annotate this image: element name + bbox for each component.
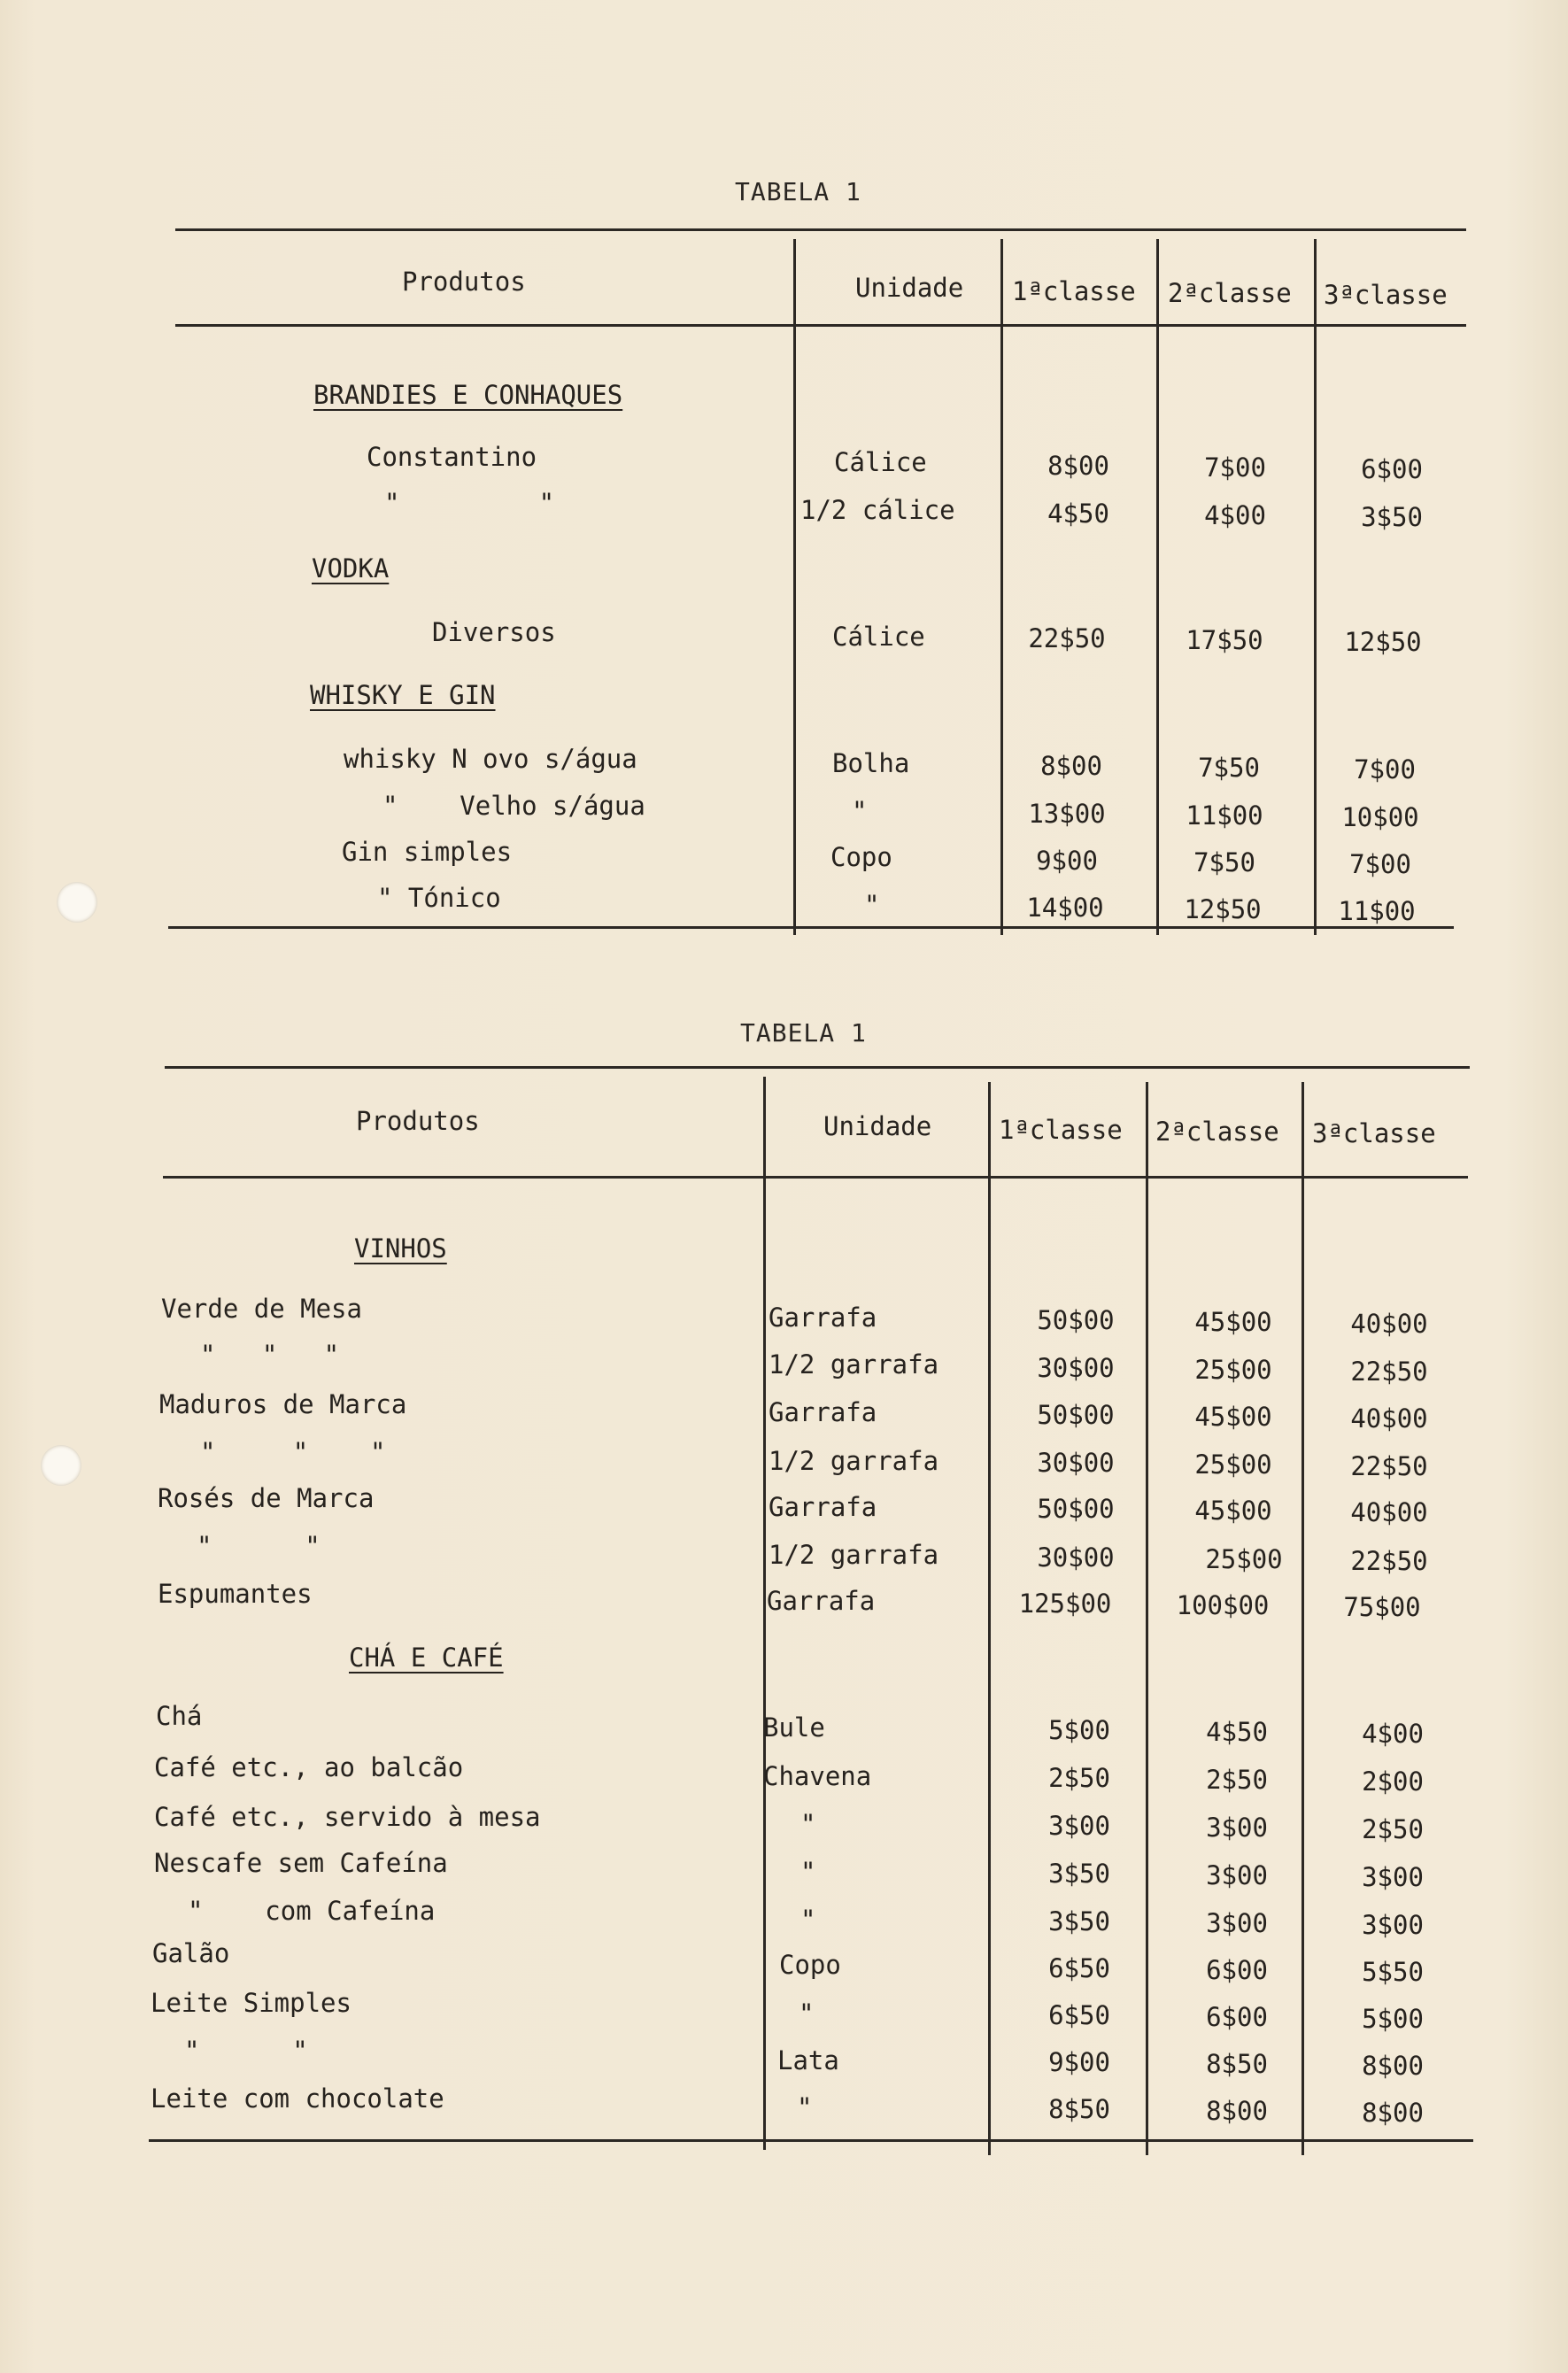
price-class-1: 3$50 [1048, 1859, 1110, 1889]
product-name: Galão [152, 1938, 230, 1968]
price-class-1: 13$00 [1028, 799, 1106, 829]
price-class-2: 25$00 [1205, 1544, 1283, 1574]
price-class-1: 3$50 [1048, 1906, 1110, 1936]
unit-cell: Copo [830, 842, 892, 872]
unit-cell: Lata [777, 2045, 839, 2075]
price-class-1: 9$00 [1048, 2047, 1110, 2077]
price-class-2: 3$00 [1206, 1813, 1268, 1843]
product-name: Chá [156, 1701, 203, 1731]
price-class-2: 45$00 [1194, 1496, 1272, 1526]
product-name: Constantino [367, 442, 537, 472]
price-class-2: 2$50 [1206, 1765, 1268, 1795]
price-class-1: 8$00 [1047, 451, 1109, 481]
unit-cell: " [864, 890, 880, 920]
unit-cell: Cálice [834, 447, 927, 477]
product-name: Gin simples [342, 837, 513, 867]
price-class-2: 25$00 [1194, 1449, 1272, 1480]
price-class-3: 3$00 [1362, 1910, 1424, 1940]
unit-cell: " [797, 2092, 813, 2122]
price-class-3: 7$00 [1354, 754, 1416, 785]
section-heading: BRANDIES E CONHAQUES [313, 380, 623, 410]
price-class-2: 7$50 [1193, 847, 1255, 877]
price-class-3: 5$00 [1362, 2004, 1424, 2034]
price-class-1: 30$00 [1037, 1542, 1115, 1573]
product-name: " Tónico [377, 883, 501, 913]
price-class-2: 25$00 [1194, 1355, 1272, 1385]
product-name: " " " [200, 1437, 386, 1467]
unit-cell: Garrafa [767, 1586, 876, 1616]
column-header-unit: Unidade [823, 1111, 932, 1141]
price-class-2: 11$00 [1186, 800, 1263, 831]
price-class-2: 45$00 [1194, 1402, 1272, 1432]
price-class-3: 8$00 [1362, 2098, 1424, 2128]
punch-hole [41, 1445, 81, 1486]
price-class-3: 2$00 [1362, 1766, 1424, 1797]
price-class-3: 3$00 [1362, 1862, 1424, 1892]
product-name: " " [184, 2036, 308, 2066]
price-class-3: 10$00 [1341, 802, 1419, 832]
price-class-1: 8$50 [1048, 2094, 1110, 2124]
price-class-1: 50$00 [1037, 1400, 1115, 1430]
price-class-2: 6$00 [1206, 2002, 1268, 2032]
unit-cell: " [800, 1905, 816, 1935]
price-class-3: 22$50 [1350, 1546, 1428, 1576]
table-title: TABELA 1 [740, 1018, 867, 1047]
column-header-product: Produtos [402, 267, 526, 297]
product-name: Rosés de Marca [158, 1483, 375, 1513]
price-class-1: 30$00 [1037, 1448, 1115, 1478]
product-name: " " [384, 488, 555, 518]
product-name: Diversos [432, 617, 556, 647]
product-name: Nescafe sem Cafeína [154, 1848, 448, 1878]
price-class-2: 7$00 [1204, 452, 1266, 483]
price-class-1: 22$50 [1028, 623, 1106, 653]
column-header-class-1: 1ªclasse [1012, 276, 1136, 306]
column-header-unit: Unidade [855, 273, 964, 303]
product-name: Verde de Mesa [161, 1294, 362, 1324]
price-class-3: 40$00 [1350, 1497, 1428, 1527]
price-class-1: 2$50 [1048, 1763, 1110, 1793]
price-class-3: 75$00 [1343, 1592, 1421, 1622]
section-heading: WHISKY E GIN [310, 680, 496, 710]
unit-cell: Bule [763, 1712, 825, 1743]
product-name: " Velho s/água [382, 791, 645, 821]
column-header-class-2: 2ªclasse [1155, 1117, 1279, 1147]
price-class-1: 3$00 [1048, 1811, 1110, 1841]
price-class-1: 30$00 [1037, 1353, 1115, 1383]
price-class-1: 6$50 [1048, 2000, 1110, 2030]
price-class-1: 8$00 [1040, 751, 1102, 781]
product-name: " " [197, 1531, 321, 1561]
price-class-1: 50$00 [1037, 1494, 1115, 1524]
price-class-2: 4$00 [1204, 500, 1266, 530]
price-class-1: 4$50 [1047, 499, 1109, 529]
unit-cell: " [800, 1857, 816, 1887]
unit-cell: " [799, 1998, 815, 2029]
price-class-3: 6$00 [1361, 454, 1423, 484]
unit-cell: Copo [779, 1950, 841, 1980]
price-class-2: 8$00 [1206, 2096, 1268, 2126]
column-header-class-2: 2ªclasse [1168, 278, 1292, 308]
unit-cell: Chavena [763, 1761, 872, 1791]
product-name: Café etc., ao balcão [154, 1752, 464, 1782]
price-class-3: 8$00 [1362, 2051, 1424, 2081]
unit-cell: 1/2 cálice [800, 495, 955, 525]
unit-cell: 1/2 garrafa [769, 1349, 939, 1380]
price-class-2: 4$50 [1206, 1717, 1268, 1747]
column-header-class-3: 3ªclasse [1324, 280, 1448, 310]
unit-cell: Cálice [832, 622, 925, 652]
product-name: whisky N ovo s/água [344, 744, 637, 774]
price-class-3: 40$00 [1350, 1403, 1428, 1434]
price-class-3: 7$00 [1349, 849, 1411, 879]
price-class-2: 100$00 [1176, 1590, 1270, 1620]
unit-cell: " [852, 796, 868, 826]
unit-cell: Garrafa [769, 1302, 877, 1333]
unit-cell: 1/2 garrafa [769, 1446, 939, 1476]
price-class-3: 40$00 [1350, 1309, 1428, 1339]
column-header-class-1: 1ªclasse [999, 1115, 1123, 1145]
column-header-class-3: 3ªclasse [1312, 1118, 1436, 1148]
price-class-1: 50$00 [1037, 1305, 1115, 1335]
price-class-3: 22$50 [1350, 1357, 1428, 1387]
product-name: " com Cafeína [188, 1896, 436, 1926]
price-class-1: 125$00 [1018, 1588, 1112, 1619]
price-class-1: 9$00 [1036, 846, 1098, 876]
product-name: Café etc., servido à mesa [154, 1802, 541, 1832]
unit-cell: 1/2 garrafa [769, 1540, 939, 1570]
unit-cell: Garrafa [769, 1492, 877, 1522]
product-name: Leite Simples [151, 1988, 351, 2018]
price-class-2: 45$00 [1194, 1307, 1272, 1337]
unit-cell: Bolha [832, 748, 910, 778]
unit-cell: " [800, 1809, 816, 1839]
table-title: TABELA 1 [735, 177, 861, 206]
unit-cell: Garrafa [769, 1397, 877, 1427]
price-class-2: 7$50 [1198, 753, 1260, 783]
section-heading: VODKA [312, 553, 390, 584]
punch-hole [57, 882, 97, 923]
product-name: Maduros de Marca [159, 1389, 407, 1419]
price-class-3: 22$50 [1350, 1451, 1428, 1481]
price-class-3: 5$50 [1362, 1957, 1424, 1987]
section-heading: VINHOS [354, 1233, 447, 1264]
price-class-2: 3$00 [1206, 1908, 1268, 1938]
price-class-1: 14$00 [1026, 893, 1104, 923]
product-name: Leite com chocolate [151, 2083, 444, 2114]
price-class-2: 12$50 [1184, 894, 1262, 924]
price-class-1: 6$50 [1048, 1953, 1110, 1983]
product-name: " " " [200, 1340, 340, 1370]
price-class-2: 8$50 [1206, 2049, 1268, 2079]
price-class-3: 11$00 [1338, 896, 1416, 926]
price-class-1: 5$00 [1048, 1715, 1110, 1745]
price-class-2: 6$00 [1206, 1955, 1268, 1985]
price-class-2: 17$50 [1186, 625, 1263, 655]
price-class-3: 12$50 [1344, 627, 1422, 657]
column-header-product: Produtos [356, 1106, 480, 1136]
price-class-3: 2$50 [1362, 1814, 1424, 1844]
price-class-2: 3$00 [1206, 1860, 1268, 1890]
section-heading: CHÁ E CAFÉ [349, 1643, 504, 1673]
price-class-3: 3$50 [1361, 502, 1423, 532]
price-class-3: 4$00 [1362, 1719, 1424, 1749]
product-name: Espumantes [158, 1579, 313, 1609]
